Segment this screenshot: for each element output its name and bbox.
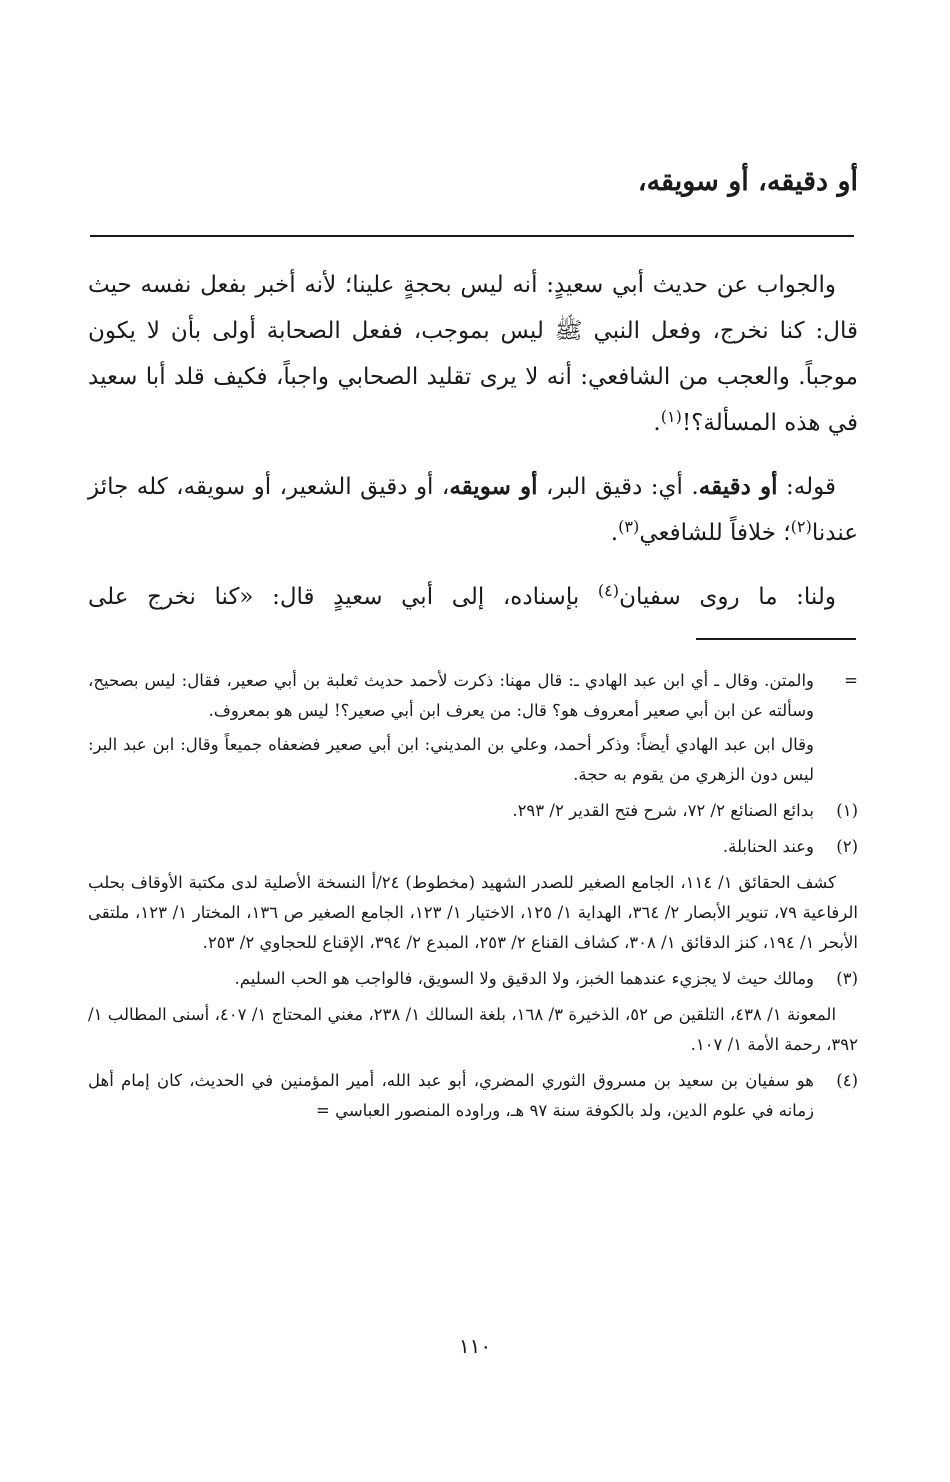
matn-separator-rule [90, 235, 854, 237]
footnote-4-number: (٤) [836, 1071, 858, 1090]
footnote-ref-4: (٤) [597, 580, 620, 600]
footnote-3-sources: المعونة ١/ ٤٣٨، التلقين ص ٥٢، الذخيرة ٣/ ١٦٨، بلغة السالك ١/ ٢٣٨، مغني المحتاج ١/ ٤٠٧، أسنى المطالب ١/ ٣٩٢، رحمة الأمة ١/ ١٠٧. [88, 1005, 858, 1054]
qawluhu-text-2: ، أو دقيق الشعير، أو سويقه، كله جائز عندنا [88, 474, 858, 546]
footnotes-section [88, 666, 858, 1132]
paragraph-answer: والجواب عن حديث أبي سعيدٍ: أنه ليس بحجةٍ علينا؛ لأنه أخبر بفعل نفسه حيث قال: كنا نخرج، وفعل النبي ﷺ ليس بموجب، ففعل الصحابة أولى بأن لا يكون موجباً. والعجب من الشافعي: أنه لا يرى تقليد الصحابي واجباً، فكيف قلد أبا سعيد في هذه المسألة؟!$^{(١)}$. [88, 272, 858, 436]
footnote-2-number: (٢) [836, 837, 858, 856]
page-number: ١١٠ [458, 1334, 492, 1358]
footnote-1-text: بدائع الصنائع ٢/ ٧٢، شرح فتح القدير ٢/ ٢٩٣. [512, 801, 814, 820]
commentary-body [88, 262, 858, 638]
walana-text-2: بإسناده، إلى أبي سعيدٍ قال: «كنا نخرج على [88, 584, 598, 610]
matn-heading: أو دقيقه، أو سويقه، [637, 166, 858, 197]
paragraph-answer-text: والجواب عن حديث أبي سعيدٍ: أنه ليس بحجةٍ علينا؛ لأنه أخبر بفعل نفسه حيث قال: كنا نخرج، وفعل النبي ﷺ ليس بموجب، ففعل الصحابة أولى بأن لا يكون موجباً. والعجب من الشافعي: أنه لا يرى تقليد الصحابي واجباً، فكيف قلد أبا سعيد في هذه المسألة؟! [88, 272, 858, 436]
continuation-marker: = [844, 671, 858, 690]
walana-text-1: ولنا: ما روى سفيان [619, 584, 836, 610]
footnote-2 [88, 832, 858, 862]
paragraph-walana [88, 574, 858, 622]
continuation-text-2: وقال ابن عبد الهادي أيضاً: وذكر أحمد، وعلي بن المديني: ابن أبي صعير فضعفاه جميعاً وقال: ابن عبد البر: ليس دون الزهري من يقوم به حجة. [88, 735, 814, 784]
footnote-2-sources: كشف الحقائق ١/ ١١٤، الجامع الصغير للصدر الشهيد (مخطوط) ٢٤/أ النسخة الأصلية لدى مكتبة الأوقاف بحلب الرفاعية ٧٩، تنوير الأبصار ٢/ ٣٦٤، الهداية ١/ ١٢٥، الاختيار ١/ ١٢٣، الجامع الصغير ص ١٣٦، المختار ١/ ١٢٣، ملتقى الأبحر ١/ ١٩٤، كنز الدقائق ١/ ٣٠٨، كشاف القناع ٢/ ٢٥٣، المبدع ٢/ ٣٩٤، الإقناع للحجاوي ٢/ ٢٥٣. [88, 873, 858, 952]
qawluhu-text-3: ؛ خلافاً للشافعي [639, 520, 791, 546]
footnote-1-number: (١) [836, 801, 858, 820]
footnote-3 [88, 964, 858, 994]
matn-quote-sawiquh: أو سويقه [449, 473, 538, 500]
footnote-3-number: (٣) [836, 969, 858, 988]
footnote-2-text: وعند الحنابلة. [722, 837, 814, 856]
paragraph-qawluhu: قوله: أو دقيقه. أي: دقيق البر، أو سويقه، أو دقيق الشعير، أو سويقه، كله جائز عندنا$^{(٢)}$؛ خلافاً للشافعي$^{(٣)}$. [88, 473, 858, 546]
footnote-separator-rule [696, 638, 856, 640]
qawluhu-text-1: . أي: دقيق البر، [537, 474, 699, 500]
footnote-3-text: ومالك حيث لا يجزيء عندهما الخبز، ولا الدقيق ولا السويق، فالواجب هو الحب السليم. [234, 969, 814, 988]
footnote-ref-3: (٣) [618, 516, 640, 536]
footnote-1 [88, 796, 858, 826]
matn-quote-daqiquh: أو دقيقه [698, 473, 778, 500]
footnote-4-text: هو سفيان بن سعيد بن مسروق الثوري المضري، أبو عبد الله، أمير المؤمنين في الحديث، كان إمام أهل زمانه في علوم الدين، ولد بالكوفة سنة ٩٧ هـ، وراوده المنصور العباسي = [88, 1071, 814, 1120]
footnote-ref-2: (٢) [790, 516, 812, 536]
qawluhu-lead: قوله: [777, 474, 837, 500]
footnote-4 [88, 1066, 858, 1126]
footnote-continuation [88, 666, 858, 790]
footnote-ref-1: (١) [660, 406, 682, 426]
continuation-text-1: والمتن. وقال ـ أي ابن عبد الهادي ـ: قال مهنا: ذكرت لأحمد حديث ثعلبة بن أبي صعير، فقال: ليس بصحيح، وسألته عن ابن أبي صعير أمعروف هو؟ قال: من يعرف ابن أبي صعير؟! ليس هو بمعروف. [88, 671, 814, 720]
